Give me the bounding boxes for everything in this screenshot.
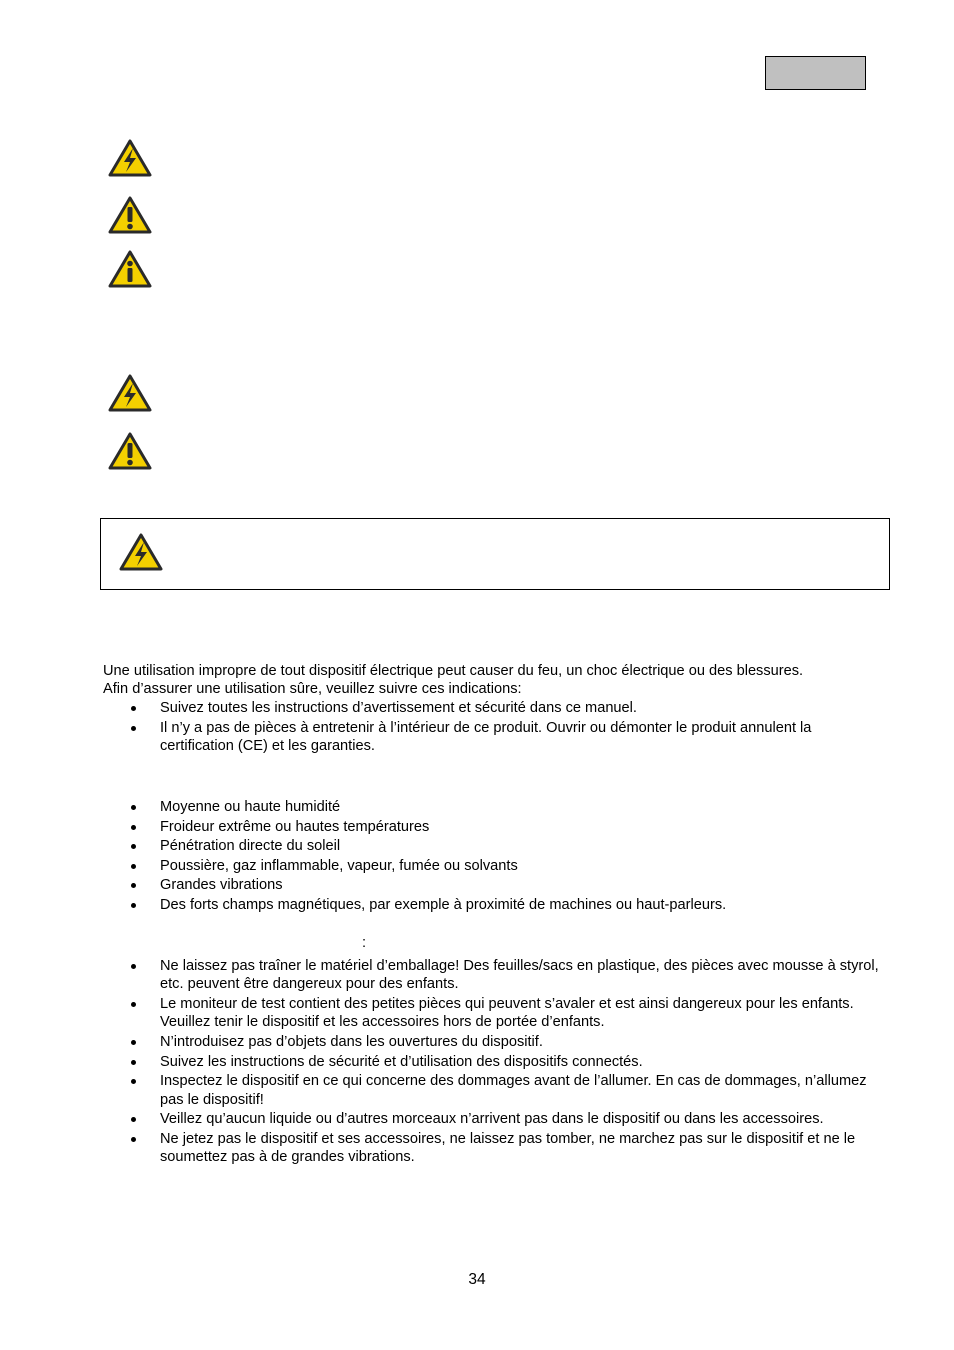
bullet-icon: [131, 964, 136, 969]
list-item: N’introduisez pas d’objets dans les ouvertures du dispositif.: [0, 1033, 880, 1051]
exclamation-warning-icon: [108, 196, 152, 234]
list-item: Suivez toutes les instructions d’avertissement et sécurité dans ce manuel.: [0, 699, 880, 717]
intro-line-1: Une utilisation impropre de tout dispositif électrique peut causer du feu, un choc électrique ou des blessures.: [103, 663, 804, 679]
safety-list-environment: [0, 798, 880, 916]
bullet-icon: [131, 883, 136, 888]
list-item: Ne jetez pas le dispositif et ses accessoires, ne laissez pas tomber, ne marchez pas sur le dispositif et ne le soumettez pas à de grandes vibrations.: [0, 1130, 880, 1167]
colon-mark: :: [362, 935, 367, 951]
bullet-icon: [131, 726, 136, 731]
list-item: Pénétration directe du soleil: [0, 837, 880, 855]
bullet-icon: [131, 805, 136, 810]
intro-line-2: Afin d’assurer une utilisation sûre, veuillez suivre ces indications:: [103, 681, 522, 698]
lightning-warning-icon: [119, 533, 163, 571]
safety-list-handling: [0, 957, 880, 1168]
bullet-icon: [131, 1117, 136, 1122]
list-item: Froideur extrême ou hautes températures: [0, 818, 880, 836]
language-tab-box: [765, 56, 866, 90]
bullet-icon: [131, 1079, 136, 1084]
list-item: Inspectez le dispositif en ce qui concerne des dommages avant de l’allumer. En cas de dommages, n’allumez pas le dispositif!: [0, 1072, 880, 1109]
list-item: Le moniteur de test contient des petites pièces qui peuvent s’avaler et est ainsi dangereux pour les enfants. Veuillez tenir le dispositif et les accessoires hors de portée d’enfants.: [0, 995, 880, 1032]
bullet-icon: [131, 1002, 136, 1007]
list-item: Grandes vibrations: [0, 876, 880, 894]
bullet-icon: [131, 1137, 136, 1142]
list-item: Ne laissez pas traîner le matériel d’emballage! Des feuilles/sacs en plastique, des pièces avec mousse à styrol, etc. peuvent être dangereux pour des enfants.: [0, 957, 880, 994]
list-item: Moyenne ou haute humidité: [0, 798, 880, 816]
info-warning-icon: [108, 250, 152, 288]
safety-intro: [103, 662, 893, 699]
bullet-icon: [131, 825, 136, 830]
lightning-warning-icon: [108, 374, 152, 412]
page-number: 34: [468, 1271, 486, 1288]
list-item: Poussière, gaz inflammable, vapeur, fumée ou solvants: [0, 857, 880, 875]
bullet-icon: [131, 844, 136, 849]
bullet-icon: [131, 864, 136, 869]
safety-list-general: [0, 699, 880, 757]
bullet-icon: [131, 1060, 136, 1065]
warning-box: [100, 518, 890, 590]
list-item: Des forts champs magnétiques, par exemple à proximité de machines ou haut-parleurs.: [0, 896, 880, 914]
lightning-warning-icon: [108, 139, 152, 177]
list-item: Suivez les instructions de sécurité et d’utilisation des dispositifs connectés.: [0, 1053, 880, 1071]
list-item: Il n’y a pas de pièces à entretenir à l’intérieur de ce produit. Ouvrir ou démonter le produit annulent la certification (CE) et les garanties.: [0, 719, 880, 756]
bullet-icon: [131, 903, 136, 908]
exclamation-warning-icon: [108, 432, 152, 470]
bullet-icon: [131, 706, 136, 711]
bullet-icon: [131, 1040, 136, 1045]
list-item: Veillez qu’aucun liquide ou d’autres morceaux n’arrivent pas dans le dispositif ou dans les accessoires.: [0, 1110, 880, 1128]
